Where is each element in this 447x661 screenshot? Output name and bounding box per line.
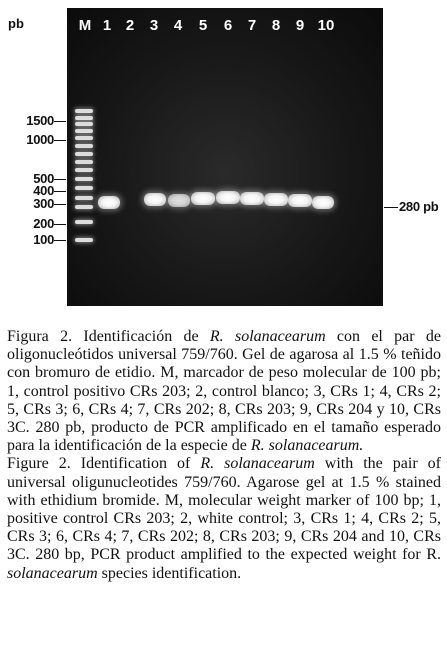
- marker-tick-1000: [54, 140, 66, 141]
- lane-label-8: 8: [271, 17, 281, 34]
- lane-label-6: 6: [223, 17, 233, 34]
- lane-label-10: 10: [317, 17, 335, 34]
- ladder-band: [75, 196, 93, 200]
- band-lane-10: [312, 196, 334, 209]
- product-size-label: 280 pb: [399, 199, 439, 214]
- marker-label-500: 500: [33, 171, 54, 186]
- marker-label-1000: 1000: [26, 132, 54, 147]
- lane-label-3: 3: [149, 17, 159, 34]
- caption-english: [7, 455, 441, 582]
- band-lane-6: [216, 191, 240, 204]
- band-lane-7: [240, 192, 264, 205]
- lane-label-1: 1: [102, 17, 112, 34]
- ladder-band: [75, 136, 93, 140]
- ladder-band: [75, 144, 93, 148]
- caption-es-text: con el par de oligonucleótidos universal 759/760. Gel de agarosa al 1.5 % teñido con bromuro de etidio. M, marcador de peso molecular de 100 pb; 1, control positivo CRs 203; 2, control blanco; 3, CRs 1; 4, CRs 2; 5, CRs 3; 6, CRs 4; 7, CRs 202; 8, CRs 203; 9, CRs 204 y 10, CRs 3C. 280 pb, producto de PCR amplificado en el tamaño esperado para la identificación de la especie de: [7, 328, 442, 455]
- ladder-band: [75, 152, 93, 156]
- marker-label-400: 400: [33, 183, 54, 198]
- ladder-band: [75, 109, 93, 113]
- caption-es-species: R. solanacearum.: [250, 437, 364, 455]
- band-lane-5: [191, 192, 215, 205]
- lane-label-m: M: [78, 17, 92, 34]
- lane-label-2: 2: [125, 17, 135, 34]
- caption-es-text: Figura 2. Identificación de: [7, 328, 210, 345]
- marker-label-1500: 1500: [26, 113, 54, 128]
- product-size-pointer: [384, 207, 398, 208]
- marker-label-300: 300: [33, 196, 54, 211]
- gel-figure: [0, 0, 447, 318]
- marker-tick-1500: [54, 121, 66, 122]
- caption-en-text: Figure 2. Identification of: [7, 455, 201, 473]
- band-lane-8: [264, 193, 288, 206]
- caption-en-species: solanacearum: [7, 564, 98, 582]
- band-lane-4: [168, 194, 190, 207]
- lane-label-9: 9: [295, 17, 305, 34]
- marker-tick-200: [54, 224, 66, 225]
- lane-label-7: 7: [247, 17, 257, 34]
- caption-spanish: [7, 328, 441, 455]
- ladder-band: [75, 122, 93, 126]
- marker-tick-500: [54, 179, 66, 180]
- band-lane-9: [288, 194, 312, 207]
- ladder-band: [75, 186, 93, 190]
- ladder-band: [75, 220, 93, 224]
- lane-label-5: 5: [198, 17, 208, 34]
- unit-label: pb: [8, 16, 24, 31]
- band-lane-1: [98, 196, 120, 209]
- ladder-band: [75, 168, 93, 172]
- ladder-band: [75, 160, 93, 164]
- band-lane-3: [144, 193, 166, 206]
- ladder-band: [75, 238, 93, 242]
- marker-label-100: 100: [33, 232, 54, 247]
- ladder-band: [75, 205, 93, 209]
- ladder-band: [75, 116, 93, 120]
- marker-tick-300: [54, 204, 66, 205]
- caption-en-species: R. solanacearum: [200, 455, 315, 473]
- agarose-gel-image: [67, 8, 383, 306]
- marker-label-200: 200: [33, 216, 54, 231]
- caption-es-species: R. solanacearum: [209, 328, 326, 345]
- caption-en-text: species identification.: [97, 564, 242, 582]
- ladder-band: [75, 129, 93, 133]
- caption-en-text: with the pair of universal oligunucleotides 759/760. Agarose gel at 1.5 % stained with ethidium bromide. M, molecular weight marker of 100 bp; 1, positive control CRs 203; 2, white control; 3, CRs 1; 4, CRs 2; 5, CRs 3; 6, CRs 4; 7, CRs 202; 8, CRs 203; 9, CRs 204 and 10, CRs 3C. 280 bp, PCR product amplified to the expected weight for R.: [7, 455, 441, 564]
- marker-tick-100: [54, 240, 66, 241]
- marker-tick-400: [54, 191, 66, 192]
- figure-caption: [7, 328, 441, 583]
- lane-label-4: 4: [173, 17, 183, 34]
- ladder-band: [75, 177, 93, 181]
